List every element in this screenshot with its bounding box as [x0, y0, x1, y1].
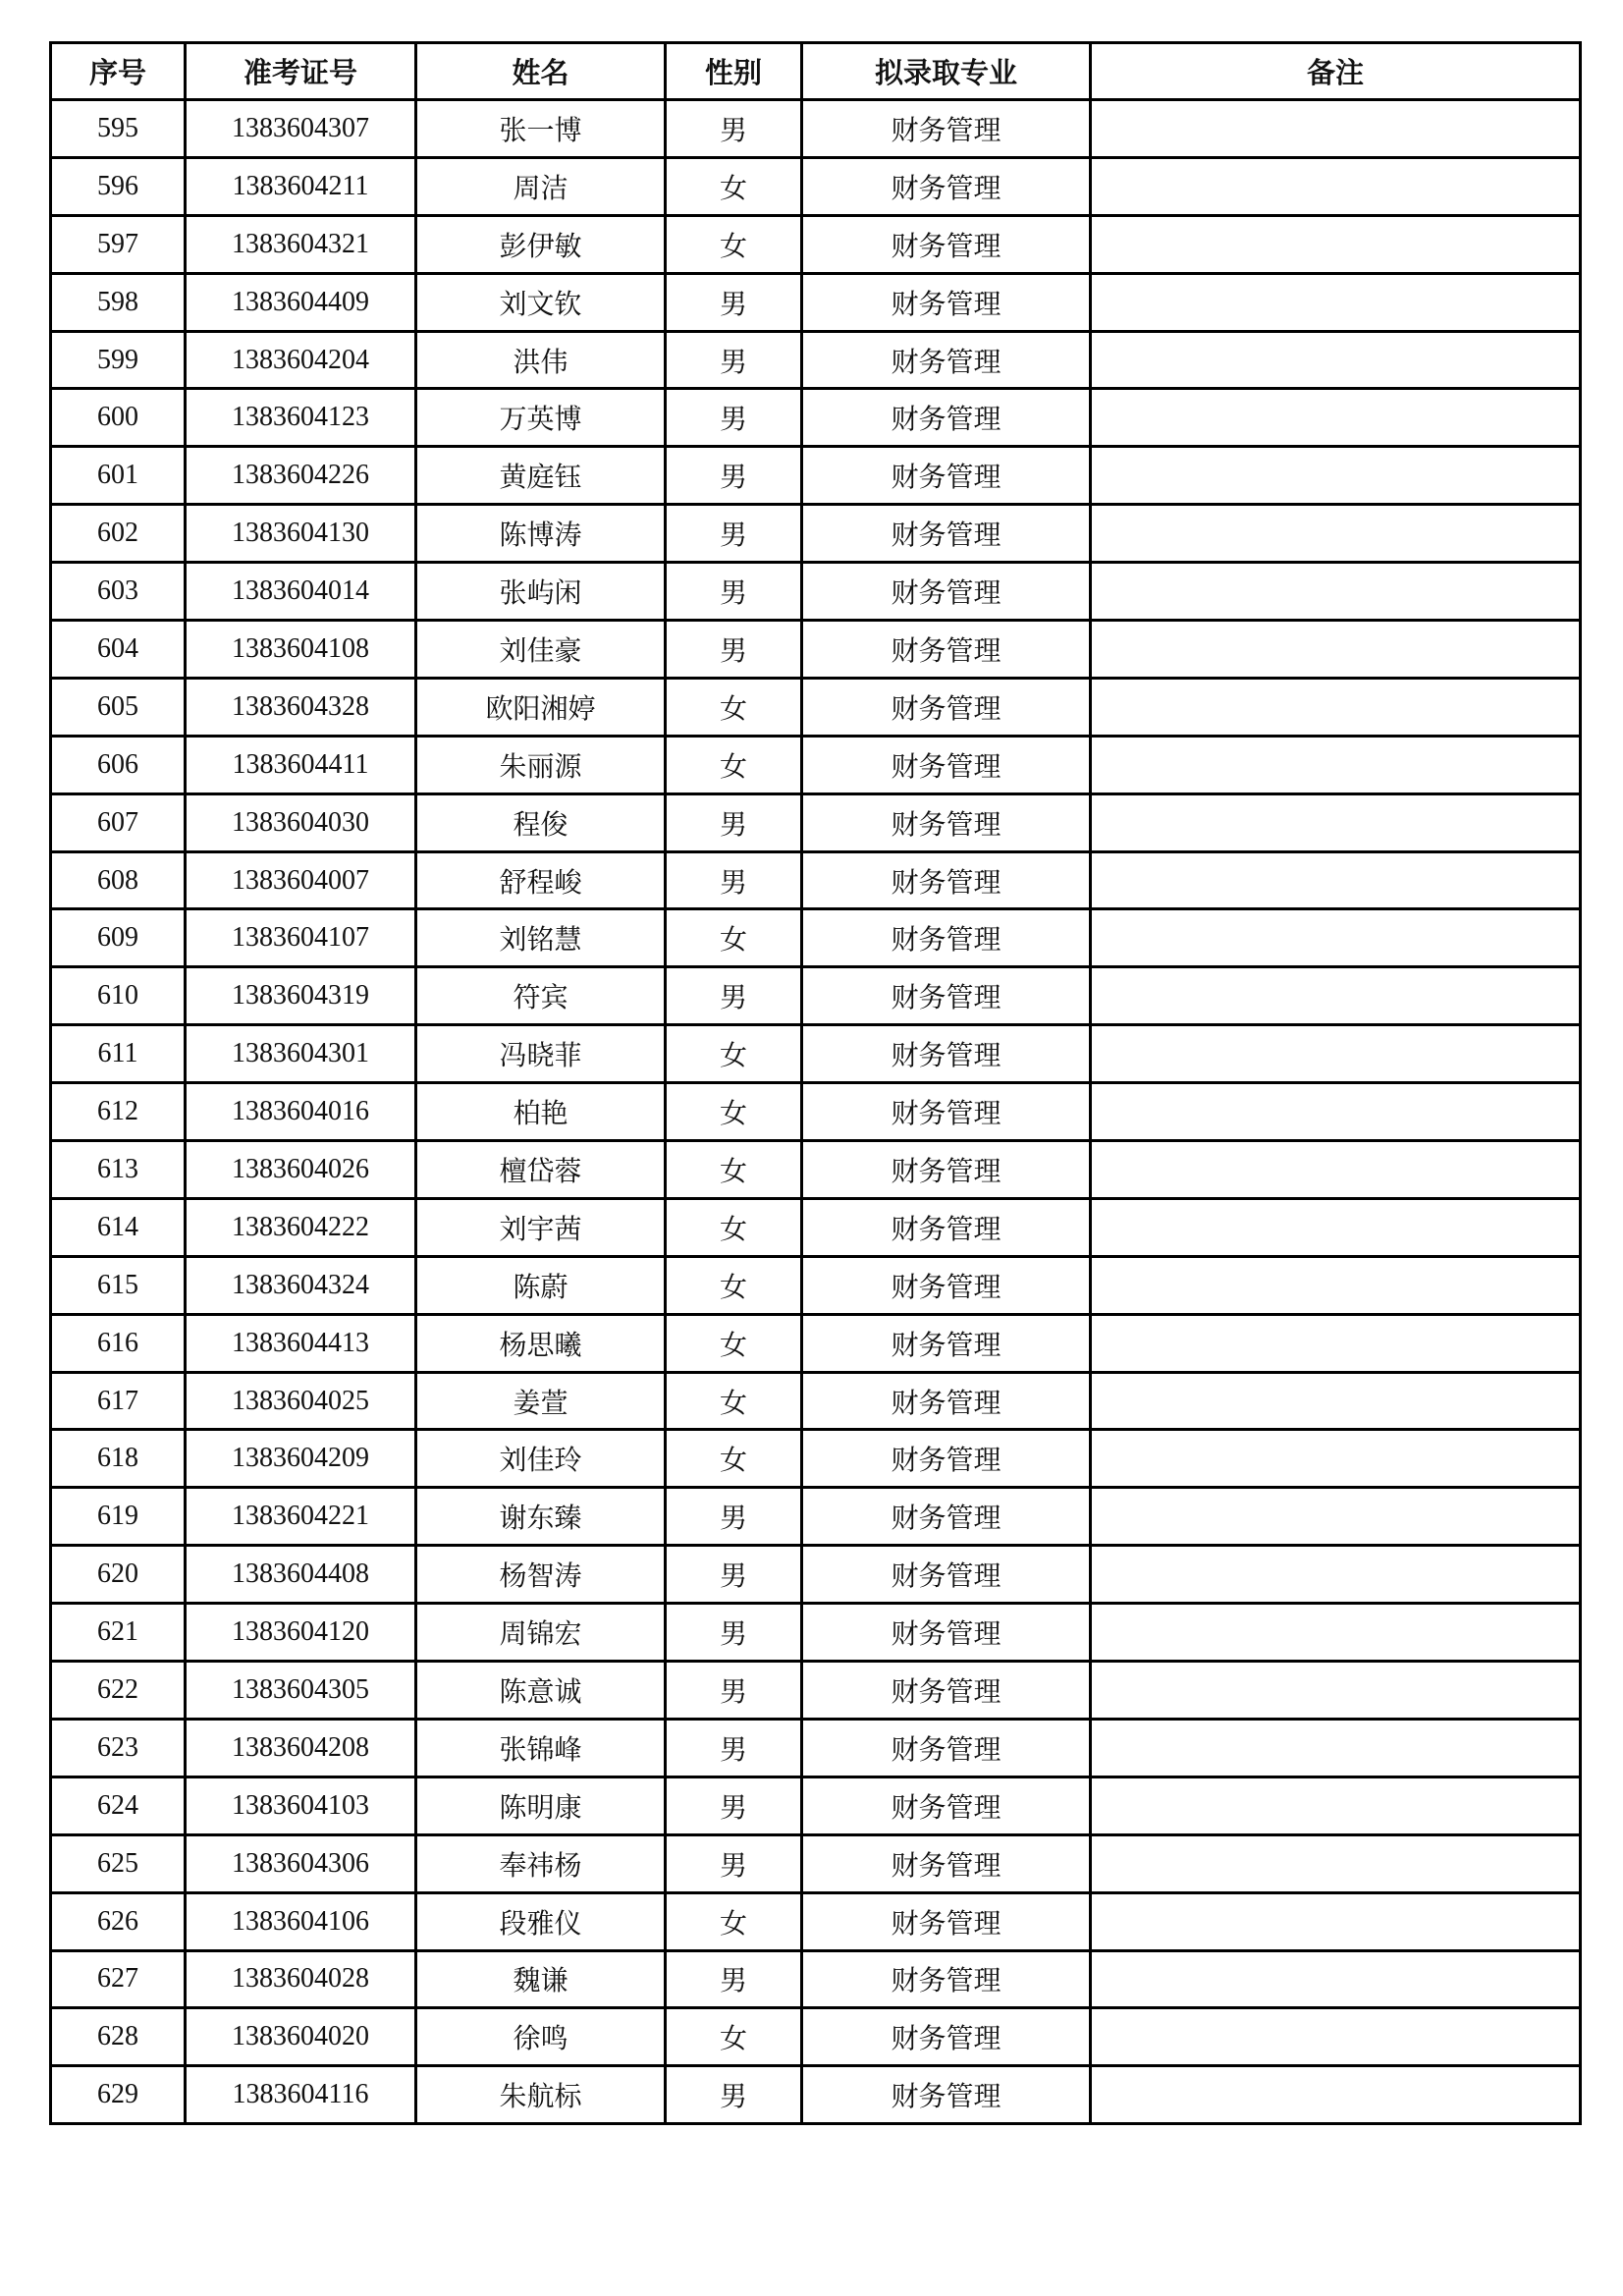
cell-name: 徐鸣 [416, 2008, 666, 2066]
cell-major: 财务管理 [802, 1604, 1091, 1662]
cell-name: 周洁 [416, 157, 666, 215]
cell-seq: 600 [51, 389, 186, 447]
cell-exam-id: 1383604116 [186, 2066, 416, 2124]
cell-remark [1091, 1892, 1581, 1950]
cell-gender: 女 [666, 1083, 802, 1141]
cell-remark [1091, 1141, 1581, 1199]
table-row [51, 1950, 1581, 2008]
cell-gender: 女 [666, 1314, 802, 1372]
cell-major: 财务管理 [802, 736, 1091, 793]
cell-exam-id: 1383604209 [186, 1430, 416, 1488]
cell-remark [1091, 157, 1581, 215]
cell-remark [1091, 2066, 1581, 2124]
cell-remark [1091, 1662, 1581, 1720]
cell-exam-id: 1383604016 [186, 1083, 416, 1141]
cell-major: 财务管理 [802, 447, 1091, 505]
cell-seq: 598 [51, 273, 186, 331]
cell-seq: 607 [51, 793, 186, 851]
cell-remark [1091, 967, 1581, 1025]
cell-seq: 602 [51, 505, 186, 563]
cell-seq: 609 [51, 909, 186, 967]
table-row [51, 1198, 1581, 1256]
cell-gender: 女 [666, 736, 802, 793]
cell-gender: 男 [666, 793, 802, 851]
cell-exam-id: 1383604409 [186, 273, 416, 331]
cell-seq: 612 [51, 1083, 186, 1141]
table-row [51, 1546, 1581, 1604]
cell-major: 财务管理 [802, 1662, 1091, 1720]
cell-gender: 男 [666, 1488, 802, 1546]
cell-gender: 女 [666, 678, 802, 736]
cell-remark [1091, 1198, 1581, 1256]
cell-major: 财务管理 [802, 1083, 1091, 1141]
cell-remark [1091, 1372, 1581, 1430]
table-row [51, 389, 1581, 447]
table-row [51, 1604, 1581, 1662]
cell-gender: 女 [666, 1892, 802, 1950]
cell-gender: 男 [666, 1777, 802, 1834]
cell-gender: 男 [666, 505, 802, 563]
cell-seq: 601 [51, 447, 186, 505]
cell-major: 财务管理 [802, 1546, 1091, 1604]
cell-remark [1091, 1604, 1581, 1662]
cell-remark [1091, 1834, 1581, 1892]
cell-major: 财务管理 [802, 1372, 1091, 1430]
cell-exam-id: 1383604413 [186, 1314, 416, 1372]
cell-seq: 608 [51, 851, 186, 909]
cell-name: 舒程峻 [416, 851, 666, 909]
cell-seq: 595 [51, 100, 186, 158]
cell-remark [1091, 1430, 1581, 1488]
cell-name: 张一博 [416, 100, 666, 158]
cell-gender: 男 [666, 1719, 802, 1777]
cell-seq: 617 [51, 1372, 186, 1430]
cell-remark [1091, 100, 1581, 158]
cell-gender: 女 [666, 1256, 802, 1314]
table-row [51, 1777, 1581, 1834]
cell-exam-id: 1383604321 [186, 215, 416, 273]
cell-major: 财务管理 [802, 505, 1091, 563]
table-row [51, 1488, 1581, 1546]
table-row [51, 1430, 1581, 1488]
table-row [51, 100, 1581, 158]
cell-remark [1091, 678, 1581, 736]
cell-exam-id: 1383604106 [186, 1892, 416, 1950]
cell-exam-id: 1383604324 [186, 1256, 416, 1314]
table-row [51, 273, 1581, 331]
cell-seq: 610 [51, 967, 186, 1025]
cell-gender: 男 [666, 273, 802, 331]
cell-name: 杨智涛 [416, 1546, 666, 1604]
cell-remark [1091, 1256, 1581, 1314]
table-row [51, 967, 1581, 1025]
cell-seq: 620 [51, 1546, 186, 1604]
cell-exam-id: 1383604007 [186, 851, 416, 909]
cell-remark [1091, 215, 1581, 273]
cell-exam-id: 1383604107 [186, 909, 416, 967]
cell-exam-id: 1383604123 [186, 389, 416, 447]
cell-seq: 603 [51, 563, 186, 621]
cell-exam-id: 1383604208 [186, 1719, 416, 1777]
table-row [51, 2008, 1581, 2066]
cell-exam-id: 1383604204 [186, 331, 416, 389]
cell-name: 刘佳豪 [416, 621, 666, 679]
cell-major: 财务管理 [802, 157, 1091, 215]
cell-gender: 男 [666, 1950, 802, 2008]
header-name: 姓名 [416, 43, 666, 100]
cell-seq: 624 [51, 1777, 186, 1834]
cell-major: 财务管理 [802, 1314, 1091, 1372]
cell-exam-id: 1383604211 [186, 157, 416, 215]
cell-seq: 611 [51, 1025, 186, 1083]
cell-seq: 615 [51, 1256, 186, 1314]
cell-seq: 626 [51, 1892, 186, 1950]
header-remark: 备注 [1091, 43, 1581, 100]
cell-gender: 男 [666, 331, 802, 389]
cell-gender: 男 [666, 100, 802, 158]
cell-remark [1091, 909, 1581, 967]
cell-remark [1091, 1488, 1581, 1546]
cell-remark [1091, 621, 1581, 679]
cell-seq: 629 [51, 2066, 186, 2124]
cell-exam-id: 1383604025 [186, 1372, 416, 1430]
table-row [51, 1314, 1581, 1372]
cell-remark [1091, 447, 1581, 505]
cell-seq: 619 [51, 1488, 186, 1546]
table-body [51, 100, 1581, 2124]
cell-major: 财务管理 [802, 563, 1091, 621]
cell-name: 黄庭钰 [416, 447, 666, 505]
cell-major: 财务管理 [802, 909, 1091, 967]
cell-exam-id: 1383604103 [186, 1777, 416, 1834]
cell-gender: 女 [666, 1025, 802, 1083]
cell-name: 符宾 [416, 967, 666, 1025]
cell-gender: 男 [666, 621, 802, 679]
table-row [51, 1025, 1581, 1083]
table-row [51, 447, 1581, 505]
table-row [51, 1892, 1581, 1950]
cell-name: 杨思曦 [416, 1314, 666, 1372]
cell-exam-id: 1383604328 [186, 678, 416, 736]
cell-remark [1091, 1546, 1581, 1604]
cell-name: 姜萱 [416, 1372, 666, 1430]
table-row [51, 1083, 1581, 1141]
cell-name: 张屿闲 [416, 563, 666, 621]
cell-name: 程俊 [416, 793, 666, 851]
cell-exam-id: 1383604319 [186, 967, 416, 1025]
cell-gender: 男 [666, 563, 802, 621]
cell-gender: 女 [666, 1430, 802, 1488]
cell-seq: 614 [51, 1198, 186, 1256]
cell-remark [1091, 563, 1581, 621]
table-row [51, 505, 1581, 563]
cell-gender: 女 [666, 1198, 802, 1256]
cell-seq: 625 [51, 1834, 186, 1892]
cell-seq: 599 [51, 331, 186, 389]
cell-remark [1091, 1950, 1581, 2008]
table-row [51, 851, 1581, 909]
table-row [51, 736, 1581, 793]
cell-exam-id: 1383604120 [186, 1604, 416, 1662]
cell-remark [1091, 331, 1581, 389]
cell-remark [1091, 505, 1581, 563]
cell-major: 财务管理 [802, 1777, 1091, 1834]
cell-exam-id: 1383604226 [186, 447, 416, 505]
cell-major: 财务管理 [802, 793, 1091, 851]
table-row [51, 157, 1581, 215]
cell-exam-id: 1383604301 [186, 1025, 416, 1083]
cell-major: 财务管理 [802, 1025, 1091, 1083]
cell-major: 财务管理 [802, 1834, 1091, 1892]
table-row [51, 1719, 1581, 1777]
cell-exam-id: 1383604108 [186, 621, 416, 679]
cell-name: 张锦峰 [416, 1719, 666, 1777]
admission-list-sheet [49, 41, 1579, 2125]
header-gender: 性别 [666, 43, 802, 100]
cell-seq: 627 [51, 1950, 186, 2008]
table-row [51, 793, 1581, 851]
cell-remark [1091, 389, 1581, 447]
cell-name: 万英博 [416, 389, 666, 447]
cell-exam-id: 1383604411 [186, 736, 416, 793]
cell-gender: 男 [666, 2066, 802, 2124]
cell-exam-id: 1383604014 [186, 563, 416, 621]
cell-major: 财务管理 [802, 967, 1091, 1025]
cell-major: 财务管理 [802, 851, 1091, 909]
cell-remark [1091, 2008, 1581, 2066]
cell-seq: 623 [51, 1719, 186, 1777]
cell-seq: 605 [51, 678, 186, 736]
cell-name: 欧阳湘婷 [416, 678, 666, 736]
cell-name: 刘宇茜 [416, 1198, 666, 1256]
cell-name: 刘佳玲 [416, 1430, 666, 1488]
cell-major: 财务管理 [802, 1892, 1091, 1950]
cell-name: 冯晓菲 [416, 1025, 666, 1083]
cell-exam-id: 1383604306 [186, 1834, 416, 1892]
cell-seq: 616 [51, 1314, 186, 1372]
cell-remark [1091, 1025, 1581, 1083]
cell-gender: 男 [666, 389, 802, 447]
cell-remark [1091, 1314, 1581, 1372]
cell-gender: 女 [666, 157, 802, 215]
admission-table [49, 41, 1582, 2125]
cell-gender: 女 [666, 2008, 802, 2066]
cell-exam-id: 1383604307 [186, 100, 416, 158]
cell-gender: 男 [666, 851, 802, 909]
cell-exam-id: 1383604408 [186, 1546, 416, 1604]
header-exam-id: 准考证号 [186, 43, 416, 100]
cell-major: 财务管理 [802, 1719, 1091, 1777]
table-row [51, 909, 1581, 967]
cell-name: 魏谦 [416, 1950, 666, 2008]
cell-gender: 男 [666, 447, 802, 505]
cell-exam-id: 1383604130 [186, 505, 416, 563]
cell-seq: 604 [51, 621, 186, 679]
cell-major: 财务管理 [802, 215, 1091, 273]
cell-major: 财务管理 [802, 2066, 1091, 2124]
table-row [51, 1141, 1581, 1199]
cell-exam-id: 1383604221 [186, 1488, 416, 1546]
cell-exam-id: 1383604305 [186, 1662, 416, 1720]
cell-remark [1091, 1719, 1581, 1777]
cell-major: 财务管理 [802, 1488, 1091, 1546]
cell-name: 洪伟 [416, 331, 666, 389]
cell-major: 财务管理 [802, 1198, 1091, 1256]
cell-major: 财务管理 [802, 2008, 1091, 2066]
cell-major: 财务管理 [802, 331, 1091, 389]
cell-name: 刘铭慧 [416, 909, 666, 967]
cell-exam-id: 1383604020 [186, 2008, 416, 2066]
table-row [51, 215, 1581, 273]
cell-remark [1091, 793, 1581, 851]
cell-seq: 606 [51, 736, 186, 793]
cell-gender: 男 [666, 1604, 802, 1662]
cell-gender: 女 [666, 1372, 802, 1430]
table-row [51, 331, 1581, 389]
table-row [51, 1256, 1581, 1314]
cell-name: 段雅仪 [416, 1892, 666, 1950]
cell-gender: 男 [666, 1662, 802, 1720]
cell-gender: 男 [666, 1546, 802, 1604]
cell-major: 财务管理 [802, 678, 1091, 736]
cell-gender: 女 [666, 909, 802, 967]
cell-seq: 597 [51, 215, 186, 273]
table-row [51, 1662, 1581, 1720]
table-row [51, 2066, 1581, 2124]
cell-major: 财务管理 [802, 100, 1091, 158]
cell-exam-id: 1383604026 [186, 1141, 416, 1199]
cell-name: 刘文钦 [416, 273, 666, 331]
cell-remark [1091, 851, 1581, 909]
cell-gender: 男 [666, 1834, 802, 1892]
cell-name: 陈博涛 [416, 505, 666, 563]
cell-gender: 男 [666, 967, 802, 1025]
cell-seq: 618 [51, 1430, 186, 1488]
cell-major: 财务管理 [802, 273, 1091, 331]
cell-major: 财务管理 [802, 389, 1091, 447]
cell-name: 陈明康 [416, 1777, 666, 1834]
header-row [51, 43, 1581, 100]
cell-name: 陈蔚 [416, 1256, 666, 1314]
cell-major: 财务管理 [802, 1141, 1091, 1199]
cell-gender: 女 [666, 215, 802, 273]
cell-seq: 621 [51, 1604, 186, 1662]
cell-seq: 613 [51, 1141, 186, 1199]
table-row [51, 621, 1581, 679]
cell-name: 朱航标 [416, 2066, 666, 2124]
cell-name: 檀岱蓉 [416, 1141, 666, 1199]
table-row [51, 1834, 1581, 1892]
cell-major: 财务管理 [802, 1256, 1091, 1314]
cell-remark [1091, 273, 1581, 331]
cell-gender: 女 [666, 1141, 802, 1199]
cell-seq: 628 [51, 2008, 186, 2066]
cell-name: 彭伊敏 [416, 215, 666, 273]
cell-name: 谢东臻 [416, 1488, 666, 1546]
cell-name: 奉祎杨 [416, 1834, 666, 1892]
cell-exam-id: 1383604222 [186, 1198, 416, 1256]
cell-remark [1091, 1777, 1581, 1834]
table-row [51, 678, 1581, 736]
header-seq: 序号 [51, 43, 186, 100]
table-row [51, 563, 1581, 621]
table-row [51, 1372, 1581, 1430]
cell-exam-id: 1383604028 [186, 1950, 416, 2008]
cell-seq: 596 [51, 157, 186, 215]
cell-major: 财务管理 [802, 1430, 1091, 1488]
cell-name: 周锦宏 [416, 1604, 666, 1662]
cell-remark [1091, 1083, 1581, 1141]
cell-seq: 622 [51, 1662, 186, 1720]
cell-remark [1091, 736, 1581, 793]
cell-name: 柏艳 [416, 1083, 666, 1141]
header-major: 拟录取专业 [802, 43, 1091, 100]
cell-exam-id: 1383604030 [186, 793, 416, 851]
cell-name: 陈意诚 [416, 1662, 666, 1720]
cell-major: 财务管理 [802, 1950, 1091, 2008]
cell-name: 朱丽源 [416, 736, 666, 793]
cell-major: 财务管理 [802, 621, 1091, 679]
